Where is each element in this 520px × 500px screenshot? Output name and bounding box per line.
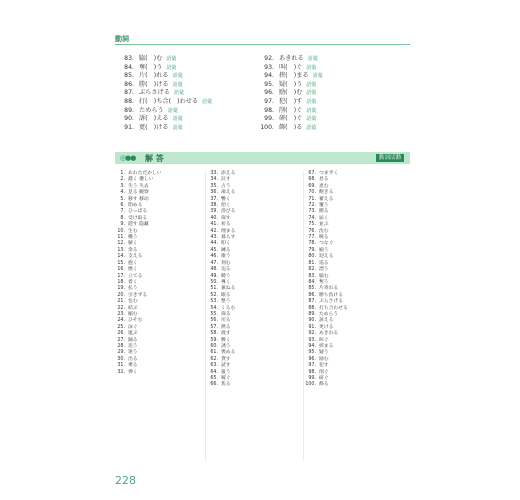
answer-number: 77. (308, 235, 316, 241)
answer-text: 引きずる (128, 292, 148, 298)
answer-text: 蓄える (319, 196, 334, 202)
answer-text: くるむ (221, 305, 236, 311)
answer-number: 70. (308, 190, 316, 196)
question-item (258, 98, 323, 107)
answer-number: 23. (117, 311, 125, 317)
answer-text: 包む (128, 299, 138, 305)
answer-number: 63. (210, 363, 218, 369)
question-number: 90. (124, 115, 134, 123)
answer-number: 21. (117, 299, 125, 305)
vocab-tag: 語彙 (306, 107, 317, 114)
answer-text: 兼ねる (221, 286, 236, 292)
answer-number: 60. (210, 343, 218, 349)
answer-number: 47. (210, 260, 218, 266)
answer-number: 55. (210, 311, 218, 317)
answer-number: 54. (210, 305, 218, 311)
answers-column-3 (304, 171, 348, 389)
question-text: 打( )ち合( )わせる (139, 97, 199, 105)
question-number: 99. (264, 115, 274, 123)
answer-text: 解く (128, 241, 138, 247)
question-item (118, 115, 212, 124)
answer-text: 弾く (128, 369, 138, 375)
vocab-tag: 語彙 (307, 56, 318, 62)
answer-number: 89. (308, 311, 316, 317)
answer-text: 敷く (221, 337, 231, 343)
answer-text: 浴びる (221, 209, 236, 215)
answer-number: 17. (117, 273, 125, 279)
answer-number: 97. (308, 363, 316, 369)
answer-text: 運ぶ (128, 331, 138, 337)
answer-text: 暮らす (221, 235, 236, 241)
question-number: 97. (264, 97, 274, 105)
answer-text: 渡す (221, 331, 231, 337)
answer-number: 79. (308, 247, 316, 253)
answer-text: 追う (128, 343, 138, 349)
answer-number: 69. (308, 183, 316, 189)
answers-tag: 動詞活動 (376, 154, 404, 162)
question-item (118, 124, 212, 133)
answer-number: 50. (210, 279, 218, 285)
answer-number: 91. (308, 324, 316, 330)
answer-number: 96. (308, 356, 316, 362)
answer-number: 57. (210, 324, 218, 330)
answer-text: 添える (221, 171, 236, 176)
answer-number: 39. (210, 209, 218, 215)
answer-text: 漂う (319, 267, 329, 273)
answer-text: 挟まる (319, 343, 334, 349)
answer-number: 85. (308, 286, 316, 292)
answer-text: 探る (221, 311, 231, 317)
answer-text: 飽きる (319, 190, 334, 196)
vocab-tag: 語彙 (166, 56, 177, 62)
question-number: 96. (264, 89, 274, 97)
vocab-tag: 語彙 (202, 98, 213, 105)
question-item (118, 64, 212, 73)
question-item (258, 107, 323, 116)
answer-number: 43. (210, 235, 218, 241)
answer-text: 競う (221, 273, 231, 279)
answer-text: 泳ぐ (128, 324, 138, 330)
answer-text: ぶらさげる (319, 299, 343, 305)
answer-item (113, 370, 162, 376)
answer-number: 46. (210, 254, 218, 260)
question-item (258, 89, 323, 98)
answer-number: 82. (308, 267, 316, 273)
answer-number: 94. (308, 343, 316, 349)
answer-number: 68. (308, 177, 316, 183)
answer-text: 稼ぐ (221, 376, 231, 381)
question-text: 犯( )す (279, 97, 303, 105)
answer-text: 犯す (319, 363, 329, 369)
answer-text: つまずく (319, 171, 339, 176)
question-number: 100. (260, 123, 274, 131)
answer-text: 構う (128, 235, 138, 241)
answer-number: 24. (117, 318, 125, 324)
question-number: 87. (124, 89, 134, 97)
question-number: 83. (124, 55, 134, 62)
question-number: 95. (264, 80, 274, 88)
answer-number: 65. (210, 376, 218, 381)
answer-text: 支える (128, 254, 143, 260)
answer-number: 92. (308, 331, 316, 337)
answer-number: 76. (308, 228, 316, 234)
answer-number: 19. (117, 286, 125, 292)
vocab-tag: 語彙 (172, 116, 183, 123)
answer-number: 72. (308, 203, 316, 209)
answer-text: ためらう (319, 311, 339, 317)
answer-text: 沈む (319, 228, 329, 234)
answer-number: 71. (308, 196, 316, 202)
answer-number: 81. (308, 260, 316, 266)
answer-text: 出る (128, 356, 138, 362)
answer-text: 巡る (319, 260, 329, 266)
question-number: 84. (124, 63, 134, 71)
answer-number: 64. (210, 369, 218, 375)
question-number: 91. (124, 123, 134, 131)
question-number: 89. (124, 106, 134, 114)
vocab-tag: 語彙 (312, 73, 323, 80)
answers-column-1 (113, 171, 162, 376)
vocab-tag: 語彙 (306, 90, 317, 97)
vocab-tag: 語彙 (306, 116, 317, 123)
answer-number: 18. (117, 279, 125, 285)
answer-text: あきれる (319, 331, 339, 337)
vocab-tag: 語彙 (172, 81, 183, 88)
question-list-left (118, 55, 212, 132)
vocab-tag: 語彙 (172, 73, 183, 80)
question-text: 勝( )ける (139, 80, 169, 88)
answer-text: 試す (221, 363, 231, 369)
answer-number: 49. (210, 273, 218, 279)
answer-number: 34. (210, 177, 218, 183)
answer-text: 片寄れる (319, 286, 339, 292)
answer-text: 埋まる (221, 228, 236, 234)
answer-number: 7. (120, 209, 125, 215)
question-number: 94. (264, 72, 274, 80)
answer-number: 95. (308, 350, 316, 356)
answer-text: 眠る (221, 292, 231, 298)
answer-number: 30. (117, 356, 125, 362)
question-item (258, 115, 323, 124)
answer-number: 87. (308, 299, 316, 305)
answer-number: 84. (308, 279, 316, 285)
vocab-tag: 語彙 (167, 107, 178, 114)
answer-number: 58. (210, 331, 218, 337)
answer-number: 37. (210, 196, 218, 202)
answer-number: 2. (120, 177, 125, 183)
answer-text: 託す (221, 177, 231, 183)
answer-number: 26. (117, 331, 125, 337)
answer-number: 61. (210, 350, 218, 356)
answer-text: 探す (221, 215, 231, 221)
answer-number: 80. (308, 254, 316, 260)
question-text: 挟( )まる (279, 72, 309, 80)
answer-text: 失う 失去 (128, 183, 149, 189)
question-number: 98. (264, 106, 274, 114)
answer-text: 導く (221, 279, 231, 285)
question-text: 更( )ける (139, 123, 169, 131)
question-text: 叫( )ぐ (279, 63, 303, 71)
question-text: あきれる (279, 55, 304, 62)
answer-text: 迫る (221, 267, 231, 273)
answers-column-2 (206, 171, 235, 389)
answer-number: 59. (210, 337, 218, 343)
answer-text: 招く (221, 203, 231, 209)
answer-number: 6. (120, 203, 125, 209)
question-item (118, 98, 212, 107)
answer-text: 揃う (319, 247, 329, 253)
vocab-tag: 語彙 (306, 81, 317, 88)
answer-text: 見る 観察 (128, 190, 149, 196)
answer-text: 迷う (128, 350, 138, 356)
section-title: 動詞 (115, 35, 129, 43)
answer-text: 扱う (221, 369, 231, 375)
answer-text: 縮む (128, 311, 138, 317)
answer-number: 41. (210, 222, 218, 228)
answer-number: 33. (210, 171, 218, 176)
question-text: 研( )ぐ (279, 115, 303, 123)
answer-text: 閉める (128, 203, 143, 209)
answer-number: 28. (117, 343, 125, 349)
vocab-tag: 語彙 (306, 124, 317, 131)
answer-number: 3. (120, 183, 125, 189)
answer-text: 乗る (128, 363, 138, 369)
answer-number: 73. (308, 209, 316, 215)
answer-text: 研ぐ (319, 376, 329, 381)
answer-text: 褒める (221, 350, 236, 356)
answer-text: 贈る (319, 209, 329, 215)
answer-number: 12. (117, 241, 125, 247)
answer-text: 削ぐ (319, 369, 329, 375)
answer-text: 練る (221, 247, 231, 253)
answer-text: 余る (128, 247, 138, 253)
answer-text: 奪う (319, 279, 329, 285)
answer-text: 励む (319, 356, 329, 362)
answer-text: 隠す 隐藏 (128, 222, 149, 228)
answer-text: 覆う (319, 203, 329, 209)
answer-number: 74. (308, 215, 316, 221)
answer-number: 99. (308, 376, 316, 381)
vocab-tag: 語彙 (306, 98, 317, 105)
answer-text: つなぐ (319, 241, 334, 247)
answer-number: 38. (210, 203, 218, 209)
question-item (118, 89, 212, 98)
page-number: 228 (115, 474, 136, 487)
answer-number: 78. (308, 241, 316, 247)
answer-text: 払う (128, 286, 138, 292)
answer-number: 86. (308, 292, 316, 298)
answer-text: 焦る (221, 382, 231, 388)
answer-text: 受け取る (128, 215, 148, 221)
answer-text: 焼く (128, 267, 138, 273)
answer-text: 訴える (319, 318, 334, 324)
answer-number: 9. (120, 222, 125, 228)
answer-number: 83. (308, 273, 316, 279)
answer-number: 51. (210, 286, 218, 292)
answer-number: 31. (117, 363, 125, 369)
answer-number: 14. (117, 254, 125, 260)
answer-number: 75. (308, 222, 316, 228)
answer-text: 打ち合わせる (319, 305, 348, 311)
header-divider (115, 44, 410, 45)
answer-text: 届く (319, 215, 329, 221)
answer-text: 更ける (319, 324, 334, 330)
answer-number: 5. (120, 196, 125, 202)
answer-text: 誘う (221, 343, 231, 349)
answer-text: 響く (221, 196, 231, 202)
answer-text: 立てる (128, 273, 143, 279)
answers-header-bar (115, 152, 410, 164)
answer-number: 44. (210, 241, 218, 247)
question-number: 93. (264, 63, 274, 71)
answer-text: 濃く 優しい (128, 177, 154, 183)
answer-text: 整う (221, 299, 231, 305)
question-number: 85. (124, 72, 134, 80)
answer-number: 45. (210, 247, 218, 253)
question-item (118, 72, 212, 81)
answer-number: 35. (210, 183, 218, 189)
answer-text: 踊る (128, 337, 138, 343)
answer-number: 98. (308, 369, 316, 375)
answer-number: 62. (210, 356, 218, 362)
answer-number: 90. (308, 318, 316, 324)
question-text: 片( )れる (139, 72, 169, 80)
answer-text: 占う (221, 183, 231, 189)
answer-text: 並ぶ (319, 222, 329, 228)
answer-text: 怠る (319, 177, 329, 183)
answer-number: 8. (120, 215, 125, 221)
answer-text: 疑う (319, 350, 329, 356)
answer-text: 着く (128, 279, 138, 285)
question-text: 脇( )む (139, 55, 163, 62)
answer-text: 叩く (221, 241, 231, 247)
question-item (118, 107, 212, 116)
answer-text: ひっぱる (128, 209, 148, 215)
answer-number: 25. (117, 324, 125, 330)
question-text: ぶらさげる (139, 89, 170, 97)
answer-number: 22. (117, 305, 125, 311)
answer-text: 映る (319, 235, 329, 241)
answer-text: 歌う (221, 254, 231, 260)
question-item (258, 124, 323, 133)
question-item (258, 72, 323, 81)
answer-text: 祈る (221, 222, 231, 228)
question-text: 訴( )える (139, 115, 169, 123)
answer-number: 16. (117, 267, 125, 273)
vocab-tag: 語彙 (166, 64, 177, 71)
answer-text: 結ぶ (128, 305, 138, 311)
question-text: 励( )む (279, 89, 303, 97)
question-item (258, 64, 323, 73)
answer-number: 40. (210, 215, 218, 221)
question-item (118, 55, 212, 64)
answer-number: 15. (117, 260, 125, 266)
answer-text: 恵む (319, 183, 329, 189)
vocab-tag: 語彙 (173, 90, 184, 97)
answer-number: 53. (210, 299, 218, 305)
answer-number: 42. (210, 228, 218, 234)
answer-number: 29. (117, 350, 125, 356)
vocab-tag: 語彙 (172, 124, 183, 131)
question-text: 奪( )う (139, 63, 163, 71)
answer-text: 貸す (221, 356, 231, 362)
answer-number: 36. (210, 190, 218, 196)
question-text: 削( )ぐ (279, 106, 303, 114)
question-item (258, 55, 323, 64)
answer-number: 67. (308, 171, 316, 176)
answer-text: 抱く (128, 260, 138, 266)
answer-number: 27. (117, 337, 125, 343)
answer-number: 1. (120, 171, 125, 176)
answer-item (304, 382, 348, 388)
answer-number: 10. (117, 228, 125, 234)
answer-number: 20. (117, 292, 125, 298)
answer-number: 93. (308, 337, 316, 343)
question-text: ためらう (139, 106, 164, 114)
answer-number: 4. (120, 190, 125, 196)
question-list-right (258, 55, 323, 132)
question-text: 疑( )う (279, 80, 303, 88)
answer-text: 戻る (221, 318, 231, 324)
answer-number: 48. (210, 267, 218, 273)
answer-item (206, 382, 235, 388)
answers-dots-icon: ◎●● (120, 154, 136, 162)
answer-text: 勝ち負ける (319, 292, 343, 298)
answer-text: 生む (128, 228, 138, 234)
answer-number: 32. (117, 369, 125, 375)
answer-number: 66. (210, 382, 218, 388)
answer-number: 56. (210, 318, 218, 324)
answer-text: 迎える (319, 254, 334, 260)
vocab-tag: 語彙 (306, 64, 317, 71)
answer-text: 脇む (319, 273, 329, 279)
answer-number: 11. (117, 235, 125, 241)
answer-number: 88. (308, 305, 316, 311)
answer-text: 叫ぐ (319, 337, 329, 343)
question-number: 92. (264, 55, 274, 62)
question-text: 飾( )る (279, 123, 303, 131)
answer-text: 移す 移动 (128, 196, 149, 202)
answer-number: 52. (210, 292, 218, 298)
question-number: 88. (124, 97, 134, 105)
answer-text: ひそむ (128, 318, 143, 324)
answer-text: 黙る (221, 324, 231, 330)
answer-text: 飾る (319, 382, 329, 388)
answer-number: 13. (117, 247, 125, 253)
answer-text: あわただかしい (128, 171, 162, 176)
question-number: 86. (124, 80, 134, 88)
answer-text: 刻む (221, 260, 231, 266)
answer-number: 100. (305, 382, 316, 388)
answers-title: 解 答 (145, 154, 164, 163)
answer-text: 凍える (221, 190, 236, 196)
